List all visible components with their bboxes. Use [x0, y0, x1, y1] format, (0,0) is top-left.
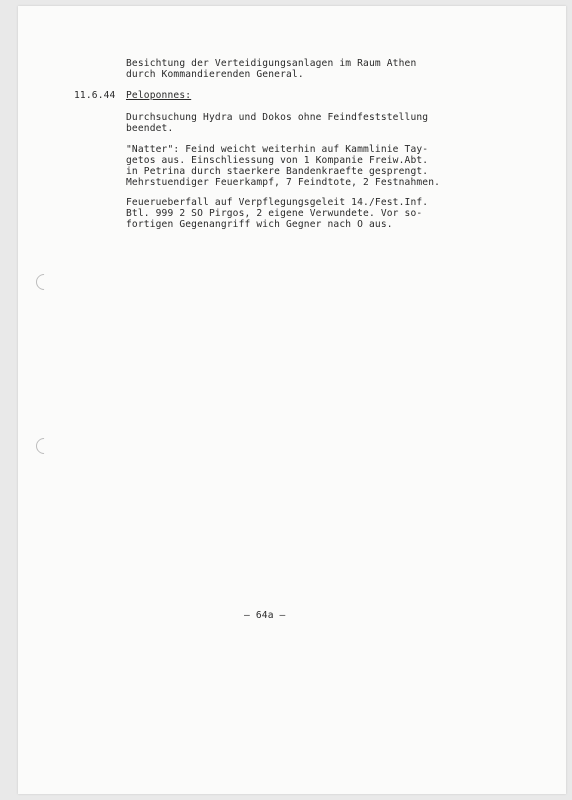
- intro-line-2: durch Kommandierenden General.: [126, 69, 304, 80]
- page-number: – 64a –: [244, 610, 286, 621]
- intro-line-1: Besichtung der Verteidigungsanlagen im Raum Athen: [126, 58, 417, 69]
- entry-region: Peloponnes:: [126, 90, 192, 101]
- paragraph3-line-1: Feuerueberfall auf Verpflegungsgeleit 14./Fest.Inf.: [126, 197, 429, 208]
- paragraph2-line-1: "Natter": Feind weicht weiterhin auf Kammlinie Tay-: [126, 144, 429, 155]
- paragraph1-line-1: Durchsuchung Hydra und Dokos ohne Feindfeststellung: [126, 112, 429, 123]
- paragraph2-line-2: getos aus. Einschliessung von 1 Kompanie Freiw.Abt.: [126, 155, 429, 166]
- paragraph2-line-4: Mehrstuendiger Feuerkampf, 7 Feindtote, 2 Festnahmen.: [126, 177, 441, 188]
- punch-hole-top: [33, 271, 56, 294]
- paragraph2-line-3: in Petrina durch staerkere Bandenkraefte gesprengt.: [126, 166, 429, 177]
- paragraph3-line-2: Btl. 999 2 SO Pirgos, 2 eigene Verwundete. Vor so-: [126, 208, 423, 219]
- document-page: [18, 6, 566, 794]
- paragraph1-line-2: beendet.: [126, 123, 174, 134]
- entry-date: 11.6.44: [74, 90, 116, 101]
- punch-hole-bottom: [33, 435, 56, 458]
- paragraph3-line-3: fortigen Gegenangriff wich Gegner nach O aus.: [126, 219, 393, 230]
